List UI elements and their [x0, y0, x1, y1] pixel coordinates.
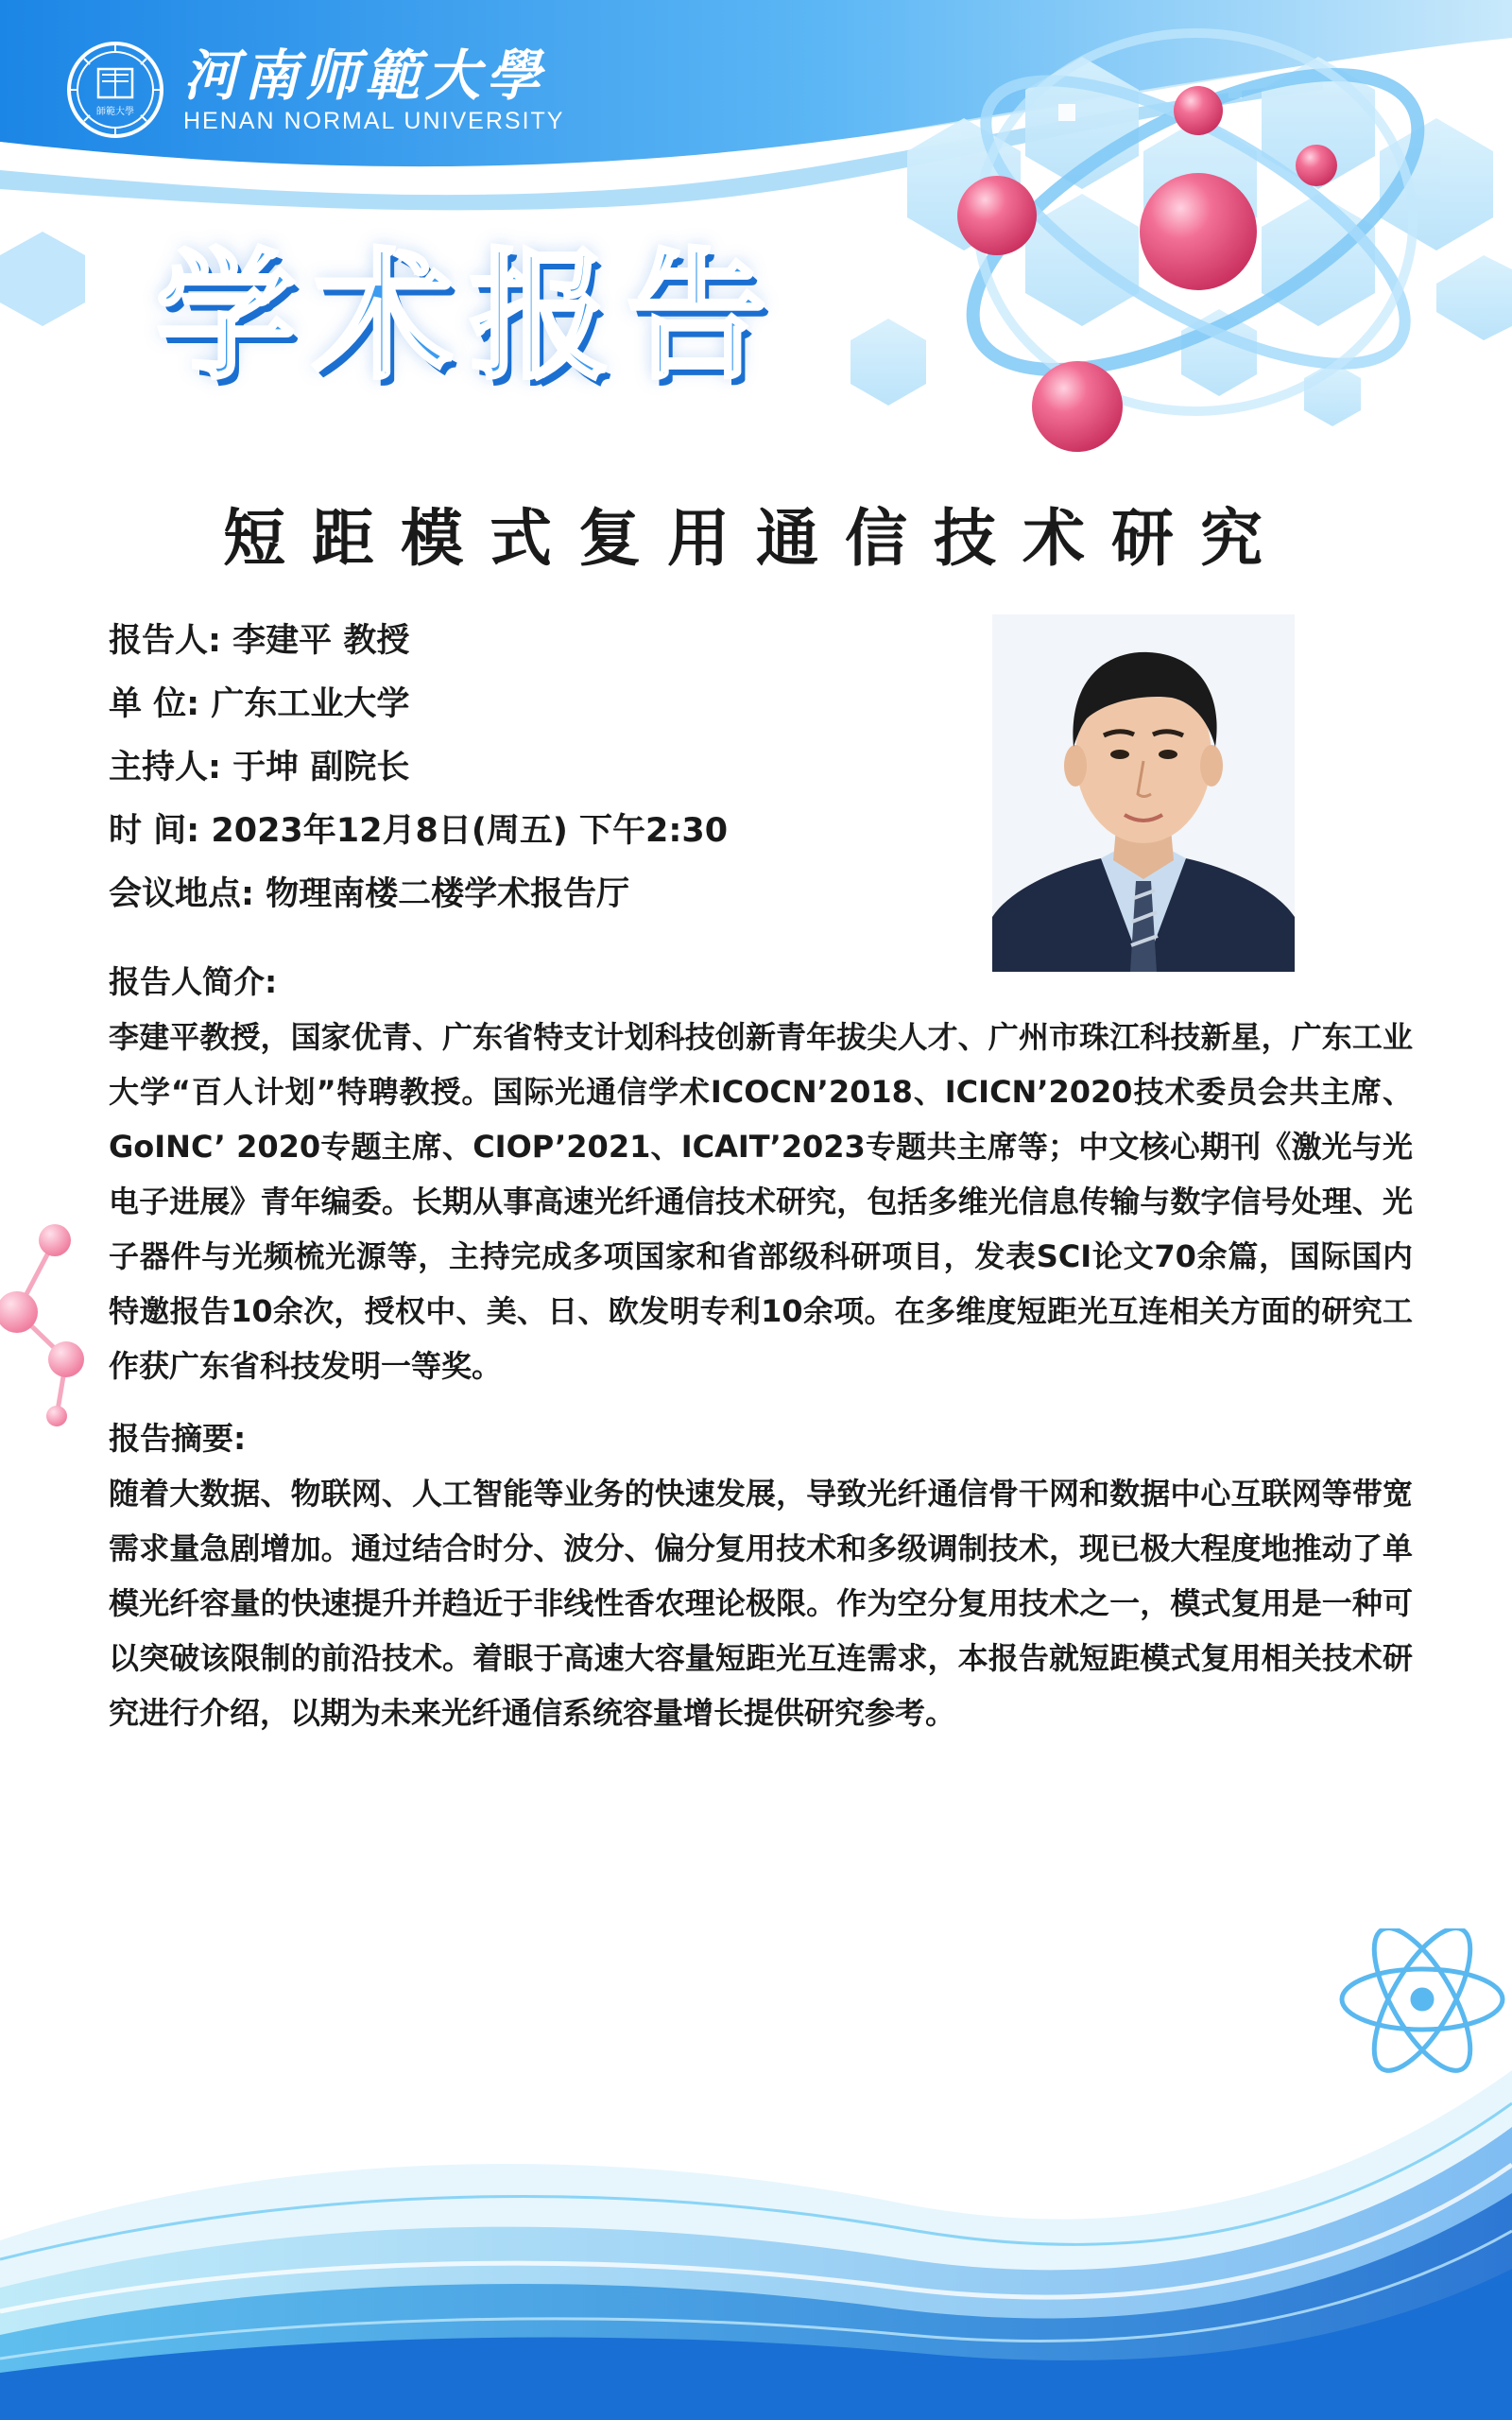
university-name-cn: 河南师範大學	[183, 43, 547, 108]
university-name	[183, 44, 564, 135]
footer-decoration	[0, 1928, 1512, 2420]
university-name-en: HENAN NORMAL UNIVERSITY	[183, 108, 565, 134]
banner-title: 学术报告	[156, 235, 783, 398]
abstract-section	[109, 1411, 1413, 1740]
speaker-line: 报告人: 李建平 教授	[109, 622, 410, 660]
atom-outline-icon	[1342, 1928, 1503, 2084]
host-line: 主持人: 于坤 副院长	[109, 749, 410, 786]
abstract-heading: 报告摘要:	[109, 1420, 247, 1457]
affiliation-line: 单 位: 广东工业大学	[109, 685, 410, 723]
time-line: 时 间: 2023年12月8日(周五) 下午2:30	[109, 812, 729, 850]
svg-text:師範大學: 師範大學	[96, 107, 134, 117]
abstract-text: 随着大数据、物联网、人工智能等业务的快速发展，导致光纤通信骨干网和数据中心互联网等带宽需求量急剧增加。通过结合时分、波分、偏分复用技术和多级调制技术，现已极大程度地推动了单模光纤容量的快速提升并趋近于非线性香农理论极限。作为空分复用技术之一，模式复用是一种可以突破该限制的前沿技术。着眼于高速大容量短距光互连需求，本报告就短距模式复用相关技术研究进行介绍，以期为未来光纤通信系统容量增长提供研究参考。	[109, 1476, 1413, 1731]
speaker-bio-text: 李建平教授，国家优青、广东省特支计划科技创新青年拔尖人才、广州市珠江科技新星，广东工业大学“百人计划”特聘教授。国际光通信学术ICOCN’2018、ICICN’2020技术委员会共主席、GoINC’ 2020专题主席、CIOP’2021、ICAIT’2023专题共主席等；中文核心期刊《激光与光电子进展》青年编委。长期从事高速光纤通信技术研究，包括多维光信息传输与数字信号处理、光子器件与光频梳光源等，主持完成多项国家和省部级科研项目，发表SCI论文70余篇，国际国内特邀报告10余次，授权中、美、日、欧发明专利10余项。在多维度短距光互连相关方面的研究工作获广东省科技发明一等奖。	[109, 1019, 1413, 1384]
speaker-bio-heading: 报告人简介:	[109, 963, 278, 1000]
molecule-decoration-icon	[0, 1191, 113, 1437]
talk-title: 短距模式复用通信技术研究	[223, 502, 1289, 575]
talk-details	[109, 610, 940, 926]
speaker-bio-section	[109, 955, 1413, 1393]
speaker-photo	[992, 614, 1295, 972]
university-seal-icon	[66, 41, 164, 139]
venue-line: 会议地点: 物理南楼二楼学术报告厅	[109, 875, 630, 913]
university-logo	[66, 38, 564, 142]
